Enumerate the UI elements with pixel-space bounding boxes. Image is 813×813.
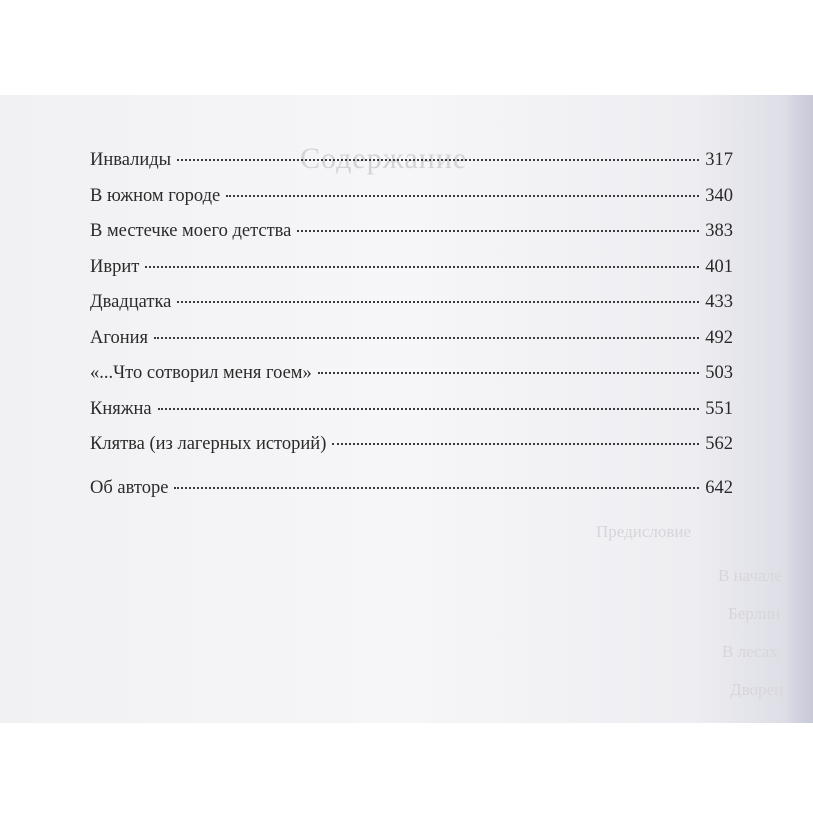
toc-entry-title: «...Что сотворил меня гоем» — [90, 363, 312, 383]
dot-leader — [318, 372, 699, 374]
dot-leader — [297, 230, 699, 232]
dot-leader — [145, 266, 699, 268]
dot-leader — [158, 408, 700, 410]
toc-entry — [90, 292, 733, 328]
toc-entry-title: Иврит — [90, 256, 140, 277]
toc-entry-page: 383 — [705, 221, 733, 241]
toc-entry — [90, 399, 733, 435]
toc-entry — [90, 150, 733, 186]
toc-entry-page: 401 — [705, 256, 733, 277]
dot-leader — [332, 443, 699, 445]
bleed-through-text: Дворец — [730, 680, 784, 699]
page-edge-shadow — [785, 95, 813, 723]
toc-entry — [90, 434, 733, 470]
toc-entry-about-author — [90, 478, 733, 514]
bleed-through-text: В начале — [718, 566, 782, 585]
toc-entry-page: 551 — [705, 398, 733, 419]
toc-entry-page: 433 — [705, 292, 733, 312]
toc-entry-title: В местечке моего детства — [90, 221, 292, 241]
toc-entry-title: Инвалиды — [90, 150, 172, 170]
toc-entry — [90, 186, 733, 222]
toc-entry-page: 562 — [705, 434, 733, 454]
dot-leader — [177, 159, 699, 161]
toc-entry-page: 340 — [705, 185, 733, 206]
toc-entry-title: Об авторе — [90, 477, 169, 498]
toc-entry — [90, 328, 733, 364]
toc-entry — [90, 363, 733, 399]
table-of-contents — [90, 150, 733, 513]
dot-leader — [154, 337, 699, 339]
dot-leader — [174, 487, 699, 489]
toc-entry-title: Княжна — [90, 398, 152, 419]
toc-entry — [90, 257, 733, 293]
toc-entry-title: Двадцатка — [90, 292, 172, 312]
dot-leader — [177, 301, 699, 303]
toc-entry-page: 317 — [705, 150, 733, 170]
bleed-through-text: Берлин — [728, 604, 781, 623]
toc-entry-title: Агония — [90, 327, 149, 348]
toc-entry-page: 642 — [705, 477, 733, 498]
toc-entry — [90, 221, 733, 257]
toc-entry-page: 503 — [705, 363, 733, 383]
toc-entry-title: В южном городе — [90, 185, 221, 206]
toc-entry-title: Клятва (из лагерных историй) — [90, 434, 327, 454]
bleed-through-heading: Содержание — [300, 142, 468, 175]
dot-leader — [226, 195, 699, 197]
bleed-through-text: В лесах — [722, 642, 778, 661]
bleed-through-text: Предисловие — [596, 522, 692, 541]
toc-entry-page: 492 — [705, 327, 733, 348]
